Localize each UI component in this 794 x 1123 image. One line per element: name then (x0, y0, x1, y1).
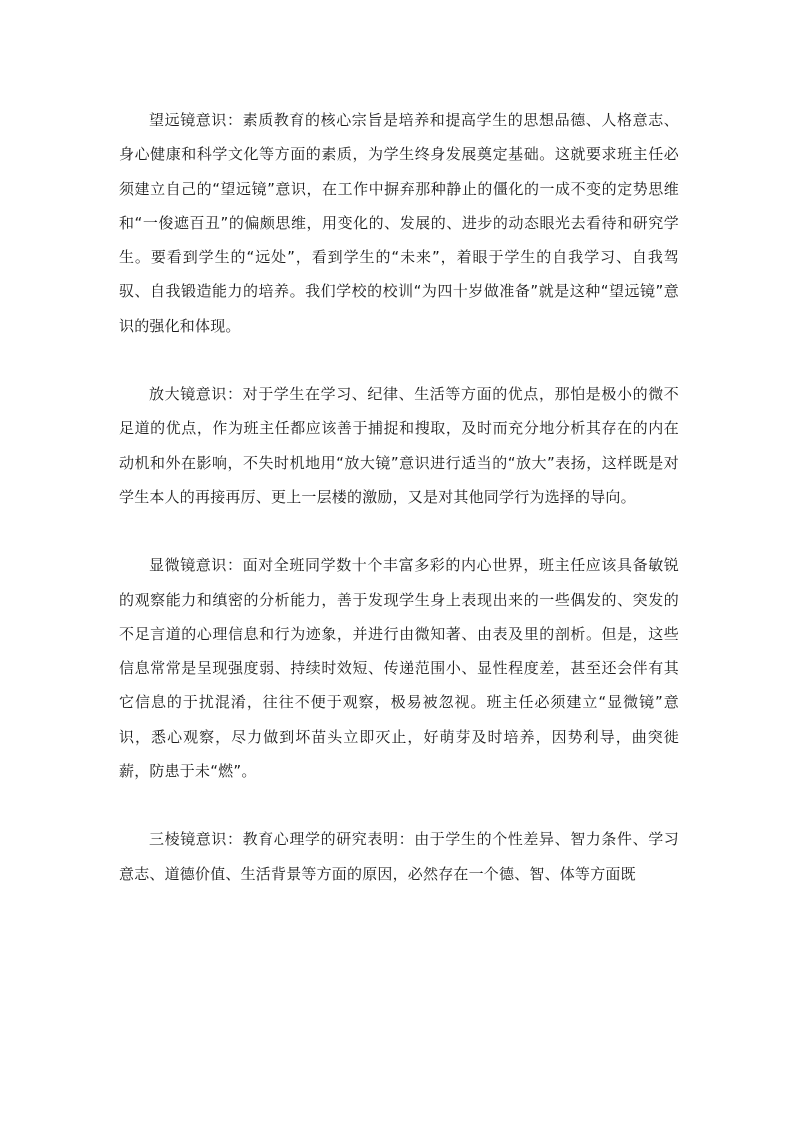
paragraph-telescope: 望远镜意识：素质教育的核心宗旨是培养和提高学生的思想品德、人格意志、身心健康和科学文化等方面的素质，为学生终身发展奠定基础。这就要求班主任必须建立自己的“望远镜”意识，在工作中摒弃那种静止的僵化的一成不变的定势思维和“一俊遮百丑”的偏颇思维，用变化的、发展的、进步的动态眼光去看待和研究学生。要看到学生的“远处”，看到学生的“未来”，着眼于学生的自我学习、自我驾驭、自我锻造能力的培养。我们学校的校训“为四十岁做准备”就是这种“望远镜”意识的强化和体现。 (119, 111, 679, 335)
paragraph-microscope: 显微镜意识：面对全班同学数十个丰富多彩的内心世界，班主任应该具备敏锐的观察能力和缜密的分析能力，善于发现学生身上表现出来的一些偶发的、突发的不足言道的心理信息和行为迹象，并进行由微知著、由表及里的剖析。但是，这些信息常常是呈现强度弱、持续时效短、传递范围小、显性程度差，甚至还会伴有其它信息的于扰混淆，往往不便于观察，极易被忽视。班主任必须建立“显微镜”意识，悉心观察，尽力做到坏苗头立即灭止，好萌芽及时培养，因势利导，曲突徙薪，防患于未“燃”。 (119, 556, 679, 781)
paragraph-prism: 三棱镜意识：教育心理学的研究表明：由于学生的个性差异、智力条件、学习意志、道德价值、生活背景等方面的原因，必然存在一个德、智、体等方面既 (119, 830, 679, 883)
paragraph-magnifier: 放大镜意识：对于学生在学习、纪律、生活等方面的优点，那怕是极小的微不足道的优点，作为班主任都应该善于捕捉和搜取，及时而充分地分析其存在的内在动机和外在影响，不失时机地用“放大镜”意识进行适当的“放大”表扬，这样既是对学生本人的再接再厉、更上一层楼的激励，又是对其他同学行为选择的导向。 (119, 385, 680, 506)
document-body (119, 103, 679, 925)
